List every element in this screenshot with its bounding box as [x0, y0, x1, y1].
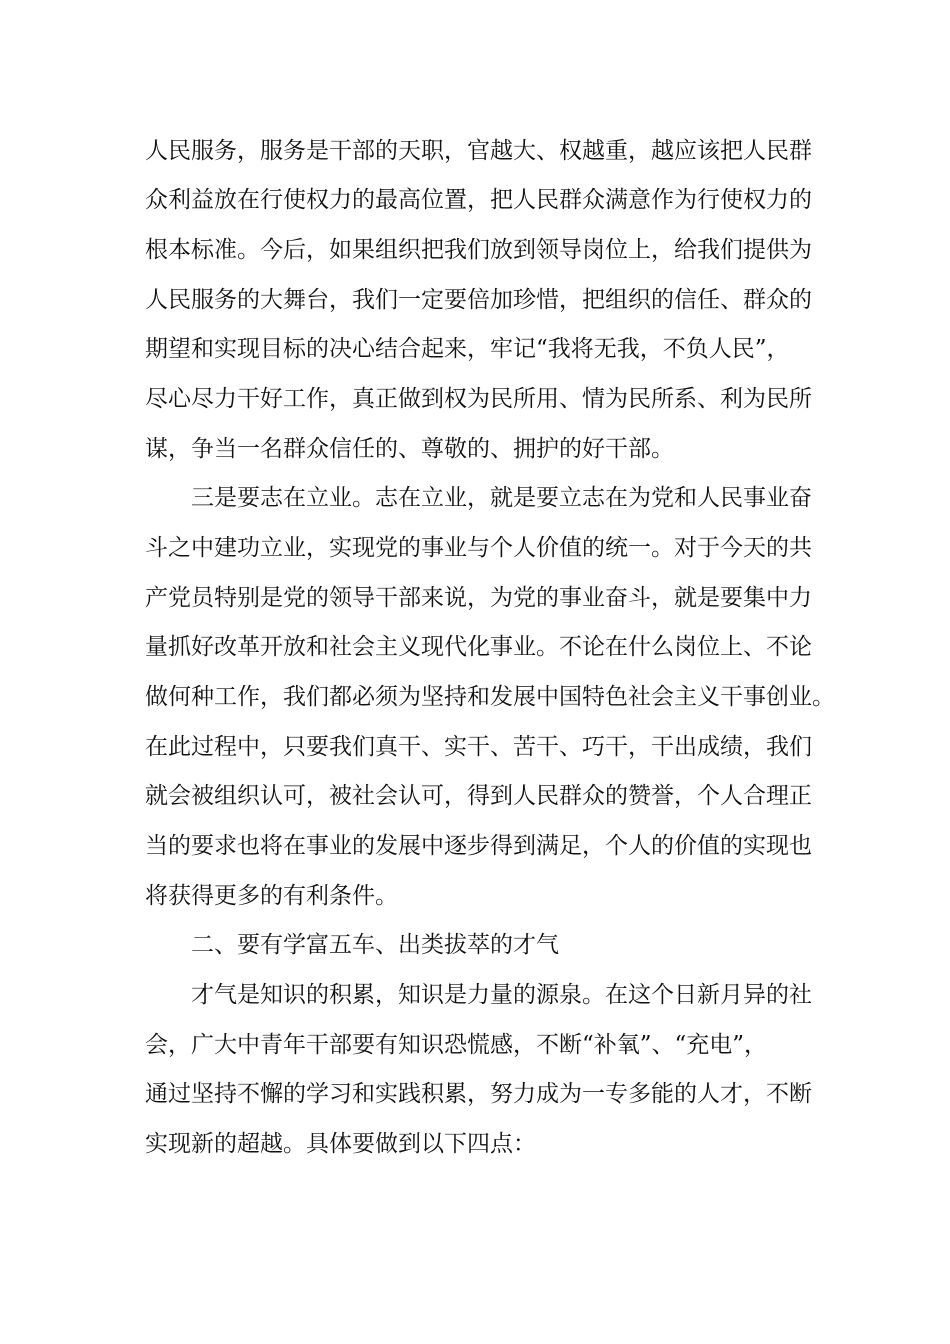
- paragraph-line: 产党员特别是党的领导干部来说，为党的事业奋斗，就是要集中力: [145, 585, 812, 611]
- paragraph-line: 谋，争当一名群众信任的、尊敬的、拥护的好干部。: [145, 436, 674, 462]
- paragraph-line: 当的要求也将在事业的发展中逐步得到满足，个人的价值的实现也: [145, 833, 812, 859]
- paragraph-line: 斗之中建功立业，实现党的事业与个人价值的统一。对于今天的共: [145, 535, 812, 561]
- paragraph-line: 才气是知识的积累，知识是力量的源泉。在这个日新月异的社: [191, 982, 812, 1008]
- paragraph-line: 实现新的超越。具体要做到以下四点：: [145, 1131, 536, 1157]
- section-heading: 二、要有学富五车、出类拔萃的才气: [191, 932, 559, 958]
- paragraph-line: 做何种工作，我们都必须为坚持和发展中国特色社会主义干事创业。: [145, 684, 835, 710]
- paragraph-line: 会，广大中青年干部要有知识恐慌感，不断“补氧”、“充电”，: [145, 1032, 768, 1058]
- paragraph-line: 人民服务的大舞台，我们一定要倍加珍惜，把组织的信任、群众的: [145, 287, 812, 313]
- paragraph-line: 在此过程中，只要我们真干、实干、苦干、巧干，干出成绩，我们: [145, 734, 812, 760]
- paragraph-line: 期望和实现目标的决心结合起来，牢记“我将无我，不负人民”，: [145, 336, 790, 362]
- paragraph-line: 根本标准。今后，如果组织把我们放到领导岗位上，给我们提供为: [145, 237, 812, 263]
- paragraph-line: 三是要志在立业。志在立业，就是要立志在为党和人民事业奋: [191, 485, 812, 511]
- paragraph-line: 就会被组织认可，被社会认可，得到人民群众的赞誉，个人合理正: [145, 783, 812, 809]
- paragraph-line: 通过坚持不懈的学习和实践积累，努力成为一专多能的人才，不断: [145, 1081, 812, 1107]
- paragraph-line: 量抓好改革开放和社会主义现代化事业。不论在什么岗位上、不论: [145, 634, 812, 660]
- paragraph-line: 将获得更多的有利条件。: [145, 883, 398, 909]
- paragraph-line: 人民服务，服务是干部的天职，官越大、权越重，越应该把人民群: [145, 138, 812, 164]
- paragraph-line: 尽心尽力干好工作，真正做到权为民所用、情为民所系、利为民所: [145, 386, 812, 412]
- paragraph-line: 众利益放在行使权力的最高位置，把人民群众满意作为行使权力的: [145, 187, 812, 213]
